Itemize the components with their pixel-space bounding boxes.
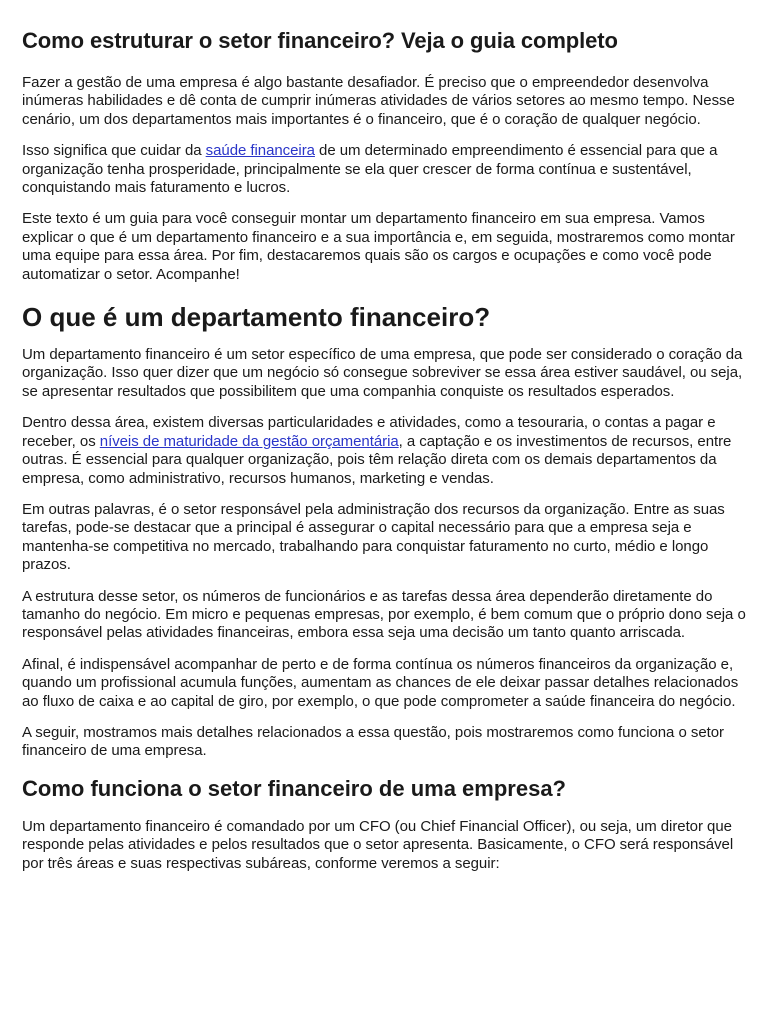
section1-paragraph-2 — [22, 414, 746, 488]
section1-paragraph-4: A estrutura desse setor, os números de funcionários e as tarefas dessa área dependerão diretamente do tamanho do negócio. Em micro e pequenas empresas, por exemplo, é bem comum que o próprio dono seja o responsável pelas atividades financeiras, embora essa seja uma decisão um tanto quanto arriscada. — [22, 587, 746, 642]
article-title: Como estruturar o setor financeiro? Veja o guia completo — [22, 28, 618, 53]
saude-financeira-link[interactable]: saúde financeira — [205, 142, 315, 160]
section1-paragraph-1: Um departamento financeiro é um setor específico de uma empresa, que pode ser considerado o coração da organização. Isso quer dizer que um negócio só consegue sobreviver se essa área estiver saudável, ou seja, se apresentar resultados que possibilitem que uma companhia conquiste os resultados esperados. — [22, 346, 743, 400]
intro-paragraph-1: Fazer a gestão de uma empresa é algo bastante desafiador. É preciso que o empreendedor desenvolva inúmeras habilidades e dê conta de cumprir inúmeras atividades de vários setores ao mesmo tempo. Nesse cenário, um dos departamentos mais importantes é o financeiro, que é o coração de qualquer negócio. — [22, 74, 735, 128]
paragraph-text: Dentro dessa área, existem diversas particularidades e atividades, como a tesouraria, o contas a pagar e receber, os — [22, 414, 716, 450]
intro-paragraph-3: Este texto é um guia para você conseguir montar um departamento financeiro em sua empresa. Vamos explicar o que é um departamento financeiro e a sua importância e, em seguida, mostraremos como montar uma equipe para essa área. Por fim, destacaremos quais são os cargos e ocupações e como você pode automatizar o setor. Acompanhe! — [22, 210, 735, 283]
paragraph-text: Isso significa que cuidar da — [22, 142, 206, 160]
paragraph-text: de um determinado empreendimento é essencial para que a organização tenha prosperidade, principalmente se ela quer crescer de forma contínua e sustentável, conquistando mais faturamento e lucros. — [22, 142, 718, 197]
niveis-maturidade-link[interactable]: níveis de maturidade da gestão orçamentária — [99, 432, 399, 450]
section2-paragraph-1: Um departamento financeiro é comandado por um CFO (ou Chief Financial Officer), ou seja, um diretor que responde pelas atividades e pelos resultados que o setor apresenta. Basicamente, o CFO será responsável por três áreas e suas respectivas subáreas, conforme veremos a seguir: — [22, 817, 734, 872]
section1-paragraph-5: Afinal, é indispensável acompanhar de perto e de forma contínua os números financeiros da organização e, quando um profissional acumula funções, aumentam as chances de ele deixar passar detalhes relacionados ao fluxo de caixa e ao capital de giro, por exemplo, o que pode comprometer a saúde financeira do negócio. — [22, 655, 739, 710]
intro-paragraph-2 — [22, 142, 746, 197]
section1-paragraph-6: A seguir, mostramos mais detalhes relacionados a essa questão, pois mostraremos como funciona o setor financeiro de uma empresa. — [22, 723, 724, 760]
section1-paragraph-3: Em outras palavras, é o setor responsável pela administração dos recursos da organização. Entre as suas tarefas, pode-se destacar que a principal é assegurar o capital necessário para que a empresa seja e mantenha-se competitiva no mercado, trabalhando para conquistar faturamento no curto, médio e longo prazos. — [22, 500, 725, 574]
section-heading-departamento: O que é um departamento financeiro? — [22, 302, 491, 333]
section-heading-funcionamento: Como funciona o setor financeiro de uma empresa? — [22, 775, 566, 801]
paragraph-text: , a captação e os investimentos de recursos, entre outras. É essencial para qualquer organização, pois têm relação direta com os demais departamentos da empresa, como administrativo, recursos humanos, marketing e vendas. — [22, 432, 732, 487]
